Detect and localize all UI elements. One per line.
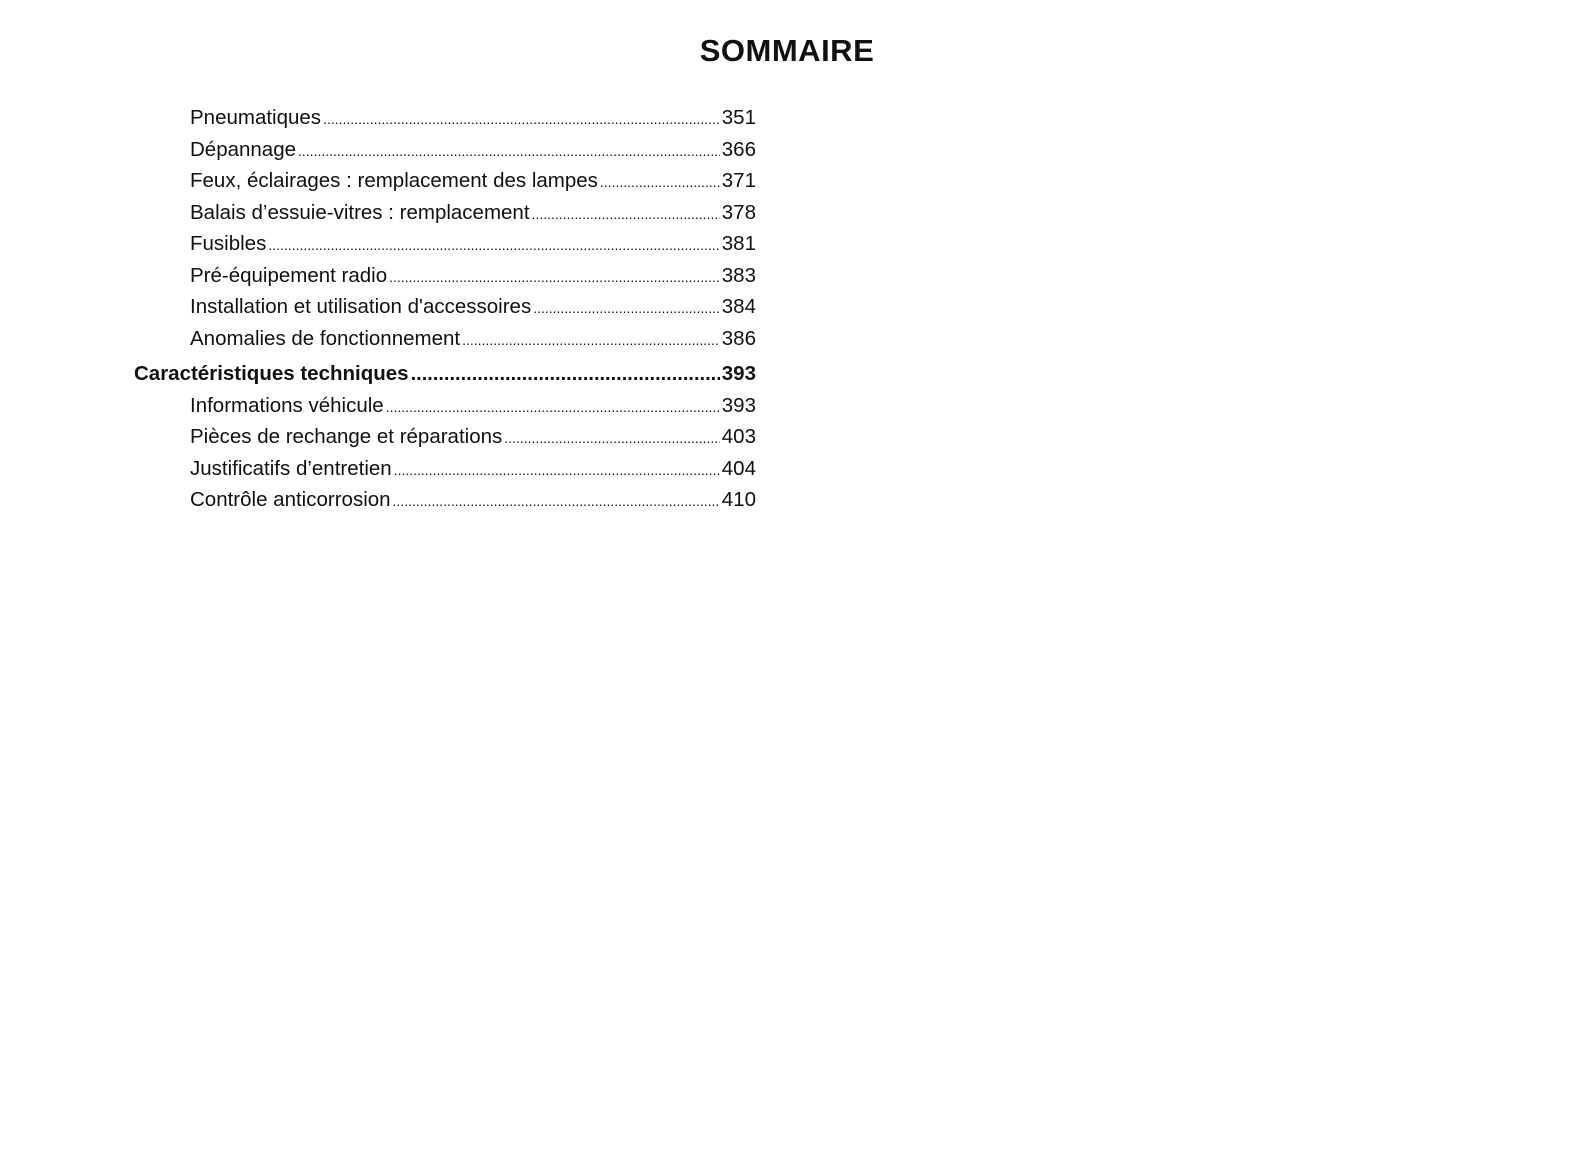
toc-section-caracteristiques-techniques[interactable] [134,358,756,390]
toc-entry-pieces-rechange[interactable] [134,421,756,453]
dot-leader [389,270,720,284]
toc-entry-label: Installation et utilisation d'accessoires [190,295,532,318]
dot-leader [323,112,720,126]
toc-entry-feux-eclairages[interactable] [134,165,756,197]
dot-leader [393,494,720,508]
toc-entry-page-number: 386 [721,326,756,350]
toc-entry-label: Pièces de rechange et réparations [190,425,503,448]
toc-entry-label: Feux, éclairages : remplacement des lampes [190,169,598,192]
toc-entry-fusibles[interactable] [134,228,756,260]
toc-entry-label: Dépannage [190,137,297,161]
dot-leader [462,333,720,347]
toc-entry-page-number: 351 [721,106,756,129]
dot-leader [298,144,720,158]
toc-entry-page-number: 393 [721,393,756,417]
toc-entry-label: Pré-équipement radio [190,263,388,287]
dot-leader [411,367,720,381]
toc-entry-anomalies[interactable] [134,323,756,355]
toc-entry-depannage[interactable] [134,134,756,166]
dot-leader [532,207,720,221]
toc-entry-page-number: 381 [721,232,756,255]
toc-entry-page-number: 366 [721,137,756,161]
toc-entry-informations-vehicule[interactable] [134,390,756,422]
toc-entry-label: Pneumatiques [190,106,322,129]
toc-entry-label: Fusibles [190,232,267,255]
dot-leader [394,463,720,477]
toc-entry-page-number: 410 [721,488,756,511]
toc-entry-accessoires[interactable] [134,291,756,323]
toc-entry-page-number: 384 [721,295,756,318]
toc-entry-label: Balais d’essuie-vitres : remplacement [190,200,530,224]
dot-leader [600,175,720,189]
toc-entry-page-number: 404 [721,456,756,480]
toc-section-page-number: 393 [721,362,756,385]
toc-entry-label: Informations véhicule [190,393,384,417]
toc-section-label: Caractéristiques techniques [134,362,409,385]
toc-entry-page-number: 371 [721,169,756,192]
toc-entry-pre-equipement-radio[interactable] [134,260,756,292]
toc-entry-balais-essuie-vitres[interactable] [134,197,756,229]
toc-entry-label: Anomalies de fonctionnement [190,326,461,350]
toc-entry-justificatifs-entretien[interactable] [134,453,756,485]
toc-entry-page-number: 378 [721,200,756,224]
toc-entry-page-number: 403 [721,425,756,448]
page-title: SOMMAIRE [699,33,875,68]
dot-leader [504,431,720,445]
toc-entry-label: Justificatifs d’entretien [190,456,392,480]
dot-leader [386,400,720,414]
dot-leader [533,301,720,315]
toc-entry-controle-anticorrosion[interactable] [134,484,756,516]
table-of-contents [134,102,756,516]
dot-leader [268,238,719,252]
toc-entry-page-number: 383 [721,263,756,287]
toc-entry-pneumatiques[interactable] [134,102,756,134]
toc-entry-label: Contrôle anticorrosion [190,488,391,511]
